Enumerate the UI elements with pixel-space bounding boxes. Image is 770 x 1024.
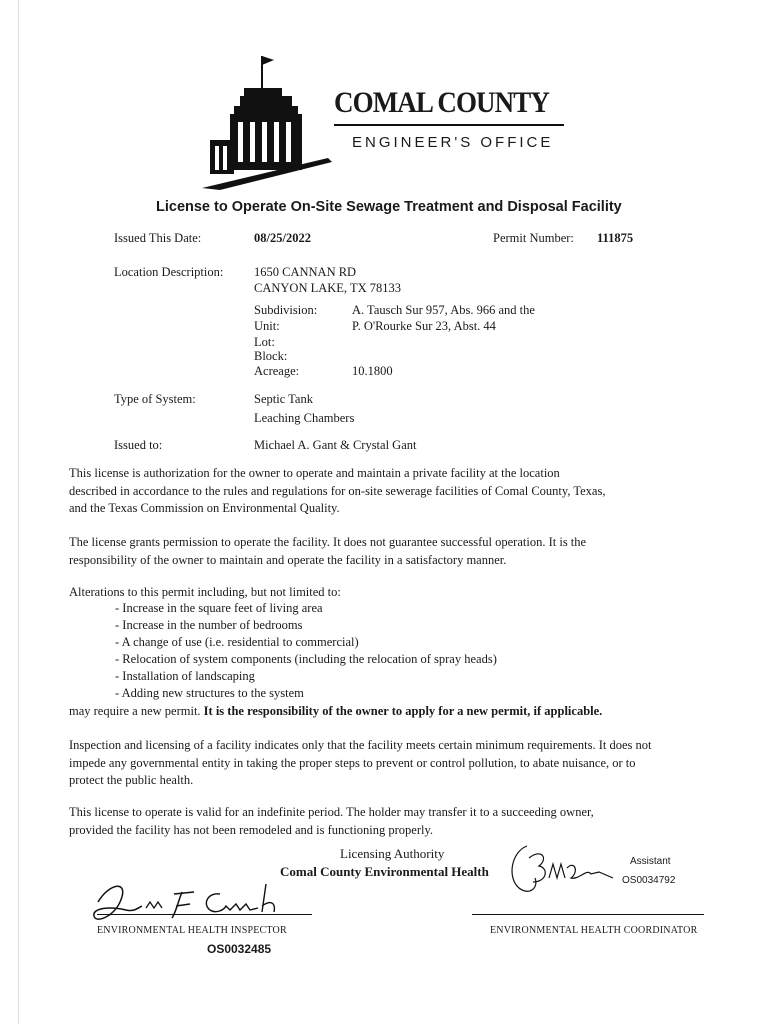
courthouse-logo-icon <box>200 50 340 190</box>
subdivision-value: A. Tausch Sur 957, Abs. 966 and the <box>352 303 535 317</box>
office-name: ENGINEER'S OFFICE <box>352 134 554 151</box>
paragraph-permission: The license grants permission to operate the facility. It does not guarantee successful operation. It is the responsibility of the owner to maintain and operate the facility in a satisfactory manner. <box>69 535 587 567</box>
alterations-conclusion <box>69 703 602 719</box>
block-label: Block: <box>254 349 288 363</box>
list-item: - A change of use (i.e. residential to commercial) <box>115 634 497 651</box>
list-item: - Adding new structures to the system <box>115 685 497 702</box>
address-line1: 1650 CANNAN RD <box>254 265 357 279</box>
inspector-title: ENVIRONMENTAL HEALTH INSPECTOR <box>97 925 287 936</box>
unit-label: Unit: <box>254 319 280 333</box>
system-type-label: Type of System: <box>114 392 196 406</box>
lot-label: Lot: <box>254 335 275 349</box>
subdivision-label: Subdivision: <box>254 303 318 317</box>
paragraph-inspection: Inspection and licensing of a facility indicates only that the facility meets certain minimum requirements. It does not impede any governmental entity in taking the proper steps to prevent or control pollution, to abate nuisance, or to protect the public health. <box>69 738 652 787</box>
org-name: COMAL COUNTY <box>334 86 549 119</box>
coordinator-signature-icon <box>505 838 617 900</box>
list-item: - Installation of landscaping <box>115 668 497 685</box>
inspector-signature-icon <box>90 872 300 932</box>
alterations-conclusion-plain: may require a new permit. <box>69 704 201 718</box>
scan-edge <box>18 0 19 1024</box>
issued-to-label: Issued to: <box>114 438 163 452</box>
alterations-intro: Alterations to this permit including, but not limited to: <box>69 585 341 599</box>
inspector-signature-line <box>97 914 312 915</box>
issued-to-value: Michael A. Gant & Crystal Gant <box>254 438 417 452</box>
permit-number-value: 111875 <box>597 231 634 245</box>
coordinator-role: Assistant <box>630 856 671 867</box>
system-item-septic: Septic Tank <box>254 392 313 406</box>
issue-date-label: Issued This Date: <box>114 231 202 245</box>
authority-name: Comal County Environmental Health <box>280 864 489 879</box>
paragraph-authorization: This license is authorization for the owner to operate and maintain a private facility at the location described in accordance to the rules and regulations for on-site sewerage facilities of Comal County, Texas, and the Texas Commission on Environmental Quality. <box>69 466 606 515</box>
inspector-id: OS0032485 <box>207 942 272 956</box>
page-title: License to Operate On-Site Sewage Treatment and Disposal Facility <box>156 199 622 215</box>
coordinator-title: ENVIRONMENTAL HEALTH COORDINATOR <box>490 925 698 936</box>
issue-date-value: 08/25/2022 <box>254 231 311 245</box>
alterations-list <box>115 600 497 702</box>
list-item: - Increase in the square feet of living area <box>115 600 497 617</box>
acreage-value: 10.1800 <box>352 364 393 378</box>
location-label: Location Description: <box>114 265 224 279</box>
paragraph-validity: This license to operate is valid for an indefinite period. The holder may transfer it to a succeeding owner, provided the facility has not been remodeled and is functioning properly. <box>69 805 594 837</box>
acreage-label: Acreage: <box>254 364 300 378</box>
list-item: - Relocation of system components (including the relocation of spray heads) <box>115 651 497 668</box>
permit-number-label: Permit Number: <box>493 231 574 245</box>
coordinator-id: OS0034792 <box>622 875 676 886</box>
alterations-conclusion-bold: It is the responsibility of the owner to apply for a new permit, if applicable. <box>203 704 603 718</box>
list-item: - Increase in the number of bedrooms <box>115 617 497 634</box>
address-line2: CANYON LAKE, TX 78133 <box>254 281 401 295</box>
unit-value: P. O'Rourke Sur 23, Abst. 44 <box>352 319 496 333</box>
licensing-authority: Licensing Authority <box>340 846 445 861</box>
coordinator-signature-line <box>472 914 704 915</box>
header-rule <box>334 124 564 126</box>
system-item-chambers: Leaching Chambers <box>254 411 355 425</box>
